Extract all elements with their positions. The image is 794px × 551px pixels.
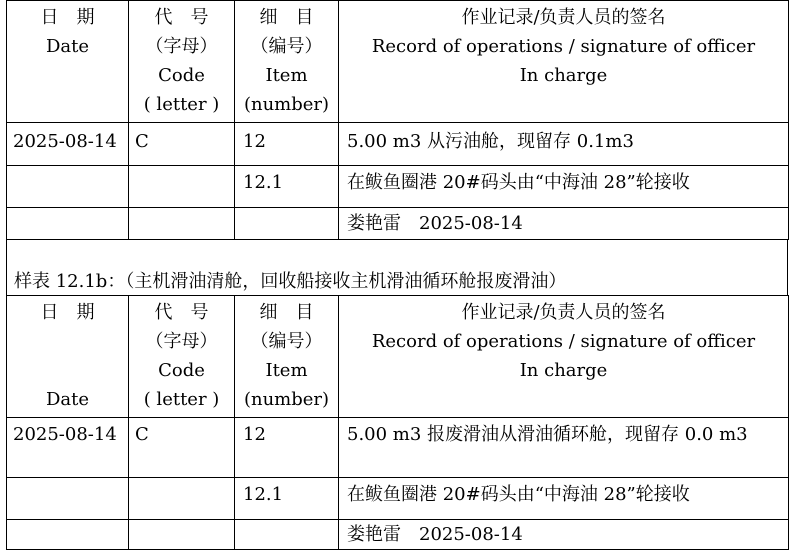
cell-code bbox=[129, 478, 235, 520]
table-row bbox=[7, 208, 789, 240]
header-code-cn: 代 号 bbox=[154, 7, 209, 28]
cell-item: 12.1 bbox=[235, 166, 339, 208]
header-record-en-sub: In charge bbox=[519, 65, 608, 86]
header-code-en-sub: ( letter ) bbox=[143, 389, 220, 410]
header-date bbox=[7, 296, 129, 418]
cell-date: 2025-08-14 bbox=[7, 418, 129, 478]
cell-record: 娄艳雷 2025-08-14 bbox=[339, 208, 789, 240]
header-record bbox=[339, 296, 789, 418]
header-item-cn: 细 目 bbox=[259, 302, 314, 323]
cell-record: 5.00 m3 报废滑油从滑油循环舱，现留存 0.0 m3 bbox=[339, 418, 789, 478]
header-code-en: Code bbox=[158, 360, 205, 381]
header-item-en: Item bbox=[265, 360, 308, 381]
cell-item bbox=[235, 208, 339, 240]
cell-item: 12 bbox=[235, 123, 339, 166]
header-record-cn: 作业记录/负责人员的签名 bbox=[461, 302, 666, 323]
header-item-en: Item bbox=[265, 65, 308, 86]
header-code bbox=[129, 1, 235, 123]
cell-code: C bbox=[129, 418, 235, 478]
cell-item bbox=[235, 520, 339, 550]
cell-record: 在鲅鱼圈港 20#码头由“中海油 28”轮接收 bbox=[339, 166, 789, 208]
header-record-en: Record of operations / signature of officer bbox=[371, 36, 756, 57]
header-code-en-sub: ( letter ) bbox=[143, 94, 220, 115]
header-record bbox=[339, 1, 789, 123]
header-row bbox=[7, 296, 789, 418]
cell-date bbox=[7, 166, 129, 208]
cell-date bbox=[7, 520, 129, 550]
header-date-en: Date bbox=[45, 389, 90, 410]
header-code-cn-sub: （字母） bbox=[145, 331, 218, 352]
header-code-cn: 代 号 bbox=[154, 302, 209, 323]
cell-date bbox=[7, 208, 129, 240]
header-item bbox=[235, 296, 339, 418]
header-code-en: Code bbox=[158, 65, 205, 86]
header-code-cn-sub: （字母） bbox=[145, 36, 218, 57]
header-date-cn: 日 期 bbox=[40, 7, 95, 28]
header-item-cn: 细 目 bbox=[259, 7, 314, 28]
table-caption: 样表 12.1b：（主机滑油清舱，回收船接收主机滑油循环舱报废滑油） bbox=[14, 271, 567, 292]
cell-code bbox=[129, 520, 235, 550]
cell-item: 12.1 bbox=[235, 478, 339, 520]
table-row bbox=[7, 520, 789, 550]
cell-date: 2025-08-14 bbox=[7, 123, 129, 166]
header-item-en-sub: (number) bbox=[243, 94, 330, 115]
header-date-cn: 日 期 bbox=[40, 302, 95, 323]
table-row bbox=[7, 478, 789, 520]
cell-code bbox=[129, 208, 235, 240]
header-item-cn-sub: （编号） bbox=[250, 331, 323, 352]
header-item-cn-sub: （编号） bbox=[250, 36, 323, 57]
header-date-en: Date bbox=[45, 36, 90, 57]
header-item-en-sub: (number) bbox=[243, 389, 330, 410]
cell-item: 12 bbox=[235, 418, 339, 478]
table-row bbox=[7, 166, 789, 208]
header-record-cn: 作业记录/负责人员的签名 bbox=[461, 7, 666, 28]
header-date bbox=[7, 1, 129, 123]
cell-record: 娄艳雷 2025-08-14 bbox=[339, 520, 789, 550]
header-record-en: Record of operations / signature of officer bbox=[371, 331, 756, 352]
cell-code: C bbox=[129, 123, 235, 166]
cell-record: 5.00 m3 从污油舱，现留存 0.1m3 bbox=[339, 123, 789, 166]
table-row bbox=[7, 123, 789, 166]
header-row bbox=[7, 1, 789, 123]
cell-code bbox=[129, 166, 235, 208]
cell-date bbox=[7, 478, 129, 520]
oil-record-table-b bbox=[6, 295, 789, 550]
header-code bbox=[129, 296, 235, 418]
header-item bbox=[235, 1, 339, 123]
header-record-en-sub: In charge bbox=[519, 360, 608, 381]
table-row bbox=[7, 418, 789, 478]
cell-record: 在鲅鱼圈港 20#码头由“中海油 28”轮接收 bbox=[339, 478, 789, 520]
oil-record-table-a bbox=[6, 0, 789, 240]
